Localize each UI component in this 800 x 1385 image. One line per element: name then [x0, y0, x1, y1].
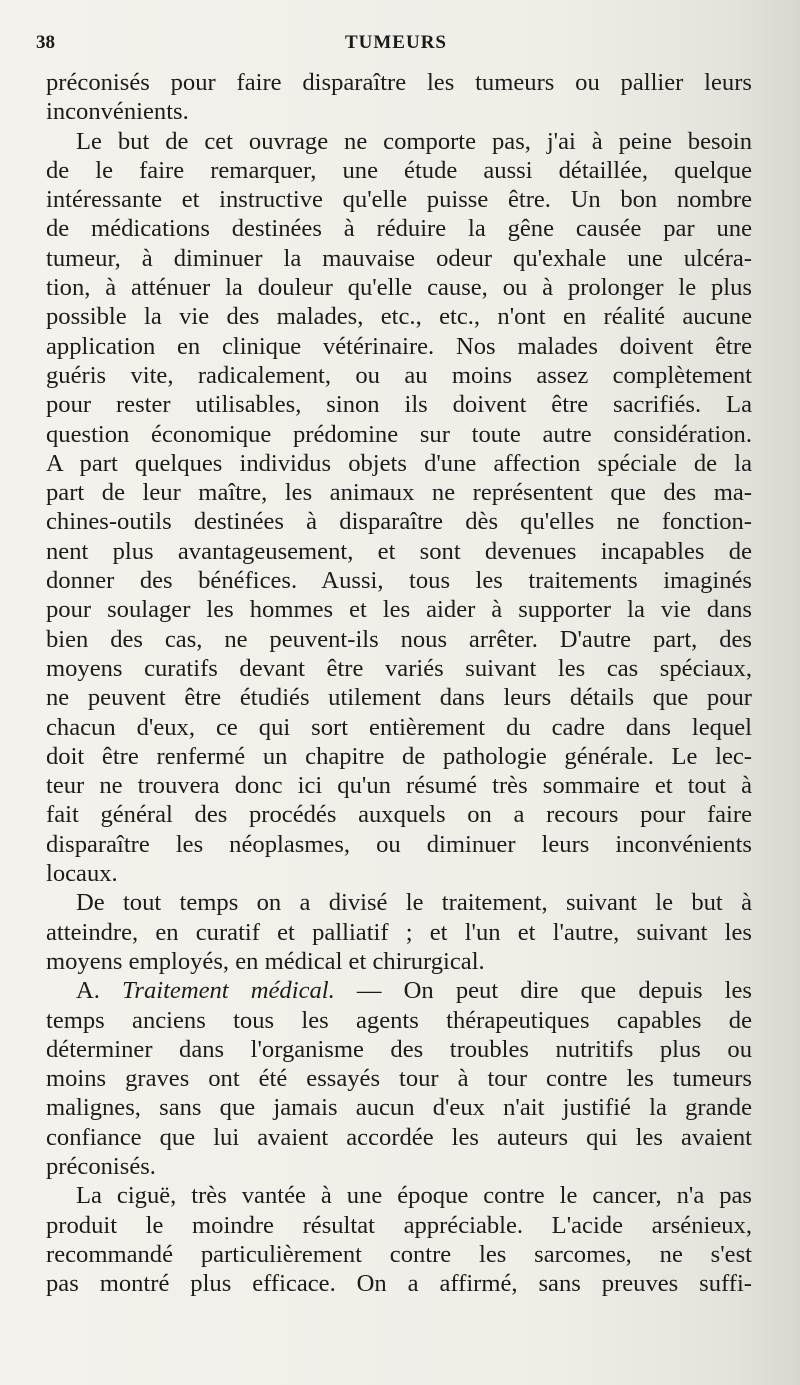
text-line: confiance que lui avaient accordée les auteurs qui les avaient — [46, 1123, 752, 1151]
text-line: doit être renfermé un chapitre de pathologie générale. Le lec- — [46, 742, 752, 770]
text-line: déterminer dans l'organisme des troubles nutritifs plus ou — [46, 1035, 752, 1063]
text-line: de médications destinées à réduire la gêne causée par une — [46, 215, 752, 243]
text-line: locaux. — [46, 860, 118, 888]
text-line: chacun d'eux, ce qui sort entièrement du cadre dans lequel — [46, 713, 752, 741]
text-line: moins graves ont été essayés tour à tour contre les tumeurs — [46, 1065, 752, 1093]
text-line: préconisés pour faire disparaître les tumeurs ou pallier leurs — [46, 69, 752, 96]
text-line: malignes, sans que jamais aucun d'eux n'ait justifié la grande — [46, 1094, 752, 1122]
text-line: fait général des procédés auxquels on a recours pour faire — [46, 801, 752, 829]
page-number: 38 — [36, 32, 55, 53]
text-line: tumeur, à diminuer la mauvaise odeur qu'exhale une ulcéra- — [46, 244, 752, 272]
text-line: recommandé particulièrement contre les sarcomes, ne s'est — [46, 1240, 752, 1268]
page-header — [36, 32, 756, 60]
text-line: préconisés. — [46, 1152, 156, 1180]
text-line: nent plus avantageusement, et sont devenues incapables de — [46, 537, 752, 565]
paragraph — [46, 888, 752, 976]
text-line: donner des bénéfices. Aussi, tous les traitements imaginés — [46, 567, 752, 595]
section-letter: A. — [76, 977, 123, 1005]
text-line: ne peuvent être étudiés utilement dans leurs détails que pour — [46, 684, 752, 712]
text-line: pour soulager les hommes et les aider à supporter la vie dans — [46, 596, 752, 624]
text-line: moyens employés, en médical et chirurgical. — [46, 947, 485, 975]
text-line: pas montré plus efficace. On a affirmé, sans preuves suffi- — [46, 1270, 752, 1298]
text-line: bien des cas, ne peuvent-ils nous arrêter. D'autre part, des — [46, 625, 752, 653]
text-line: La ciguë, très vantée à une époque contre le cancer, n'a pas — [76, 1182, 752, 1210]
text-line: teur ne trouvera donc ici qu'un résumé très sommaire et tout à — [46, 772, 752, 800]
text-line: produit le moindre résultat appréciable. L'acide arsénieux, — [46, 1211, 752, 1239]
running-head: TUMEURS — [344, 32, 447, 53]
paragraph — [46, 976, 752, 1181]
text-line: application en clinique vétérinaire. Nos malades doivent être — [46, 332, 752, 360]
paragraph — [46, 68, 752, 127]
text-line: question économique prédomine sur toute autre considération. — [46, 420, 752, 448]
text-line — [46, 976, 752, 1005]
text-line: moyens curatifs devant être variés suivant les cas spéciaux, — [46, 654, 752, 682]
text-line: part de leur maître, les animaux ne représentent que des ma- — [46, 479, 752, 507]
text-fragment: — On peut dire que depuis les — [334, 977, 752, 1005]
text-line: A part quelques individus objets d'une affection spéciale de la — [46, 449, 752, 477]
body-text — [46, 68, 752, 1298]
text-line: de le faire remarquer, une étude aussi détaillée, quelque — [46, 156, 752, 184]
text-line: tion, à atténuer la douleur qu'elle cause, ou à prolonger le plus — [46, 274, 752, 302]
text-line: inconvénients. — [46, 98, 189, 126]
text-line: temps anciens tous les agents thérapeutiques capables de — [46, 1006, 752, 1034]
text-line: possible la vie des malades, etc., etc., n'ont en réalité aucune — [46, 303, 752, 331]
text-line: disparaître les néoplasmes, ou diminuer leurs inconvénients — [46, 830, 752, 858]
paragraph — [46, 1181, 752, 1298]
text-line: De tout temps on a divisé le traitement, suivant le but à — [76, 889, 752, 917]
text-line: Le but de cet ouvrage ne comporte pas, j'ai à peine besoin — [76, 127, 752, 155]
text-line: guéris vite, radicalement, ou au moins assez complètement — [46, 361, 752, 389]
text-line: atteindre, en curatif et palliatif ; et l'un et l'autre, suivant les — [46, 918, 752, 946]
paragraph — [46, 127, 752, 889]
text-line: pour rester utilisables, sinon ils doivent être sacrifiés. La — [46, 391, 752, 419]
text-line: chines-outils destinées à disparaître dès qu'elles ne fonction- — [46, 508, 752, 536]
text-line: intéressante et instructive qu'elle puisse être. Un bon nombre — [46, 186, 752, 214]
section-heading: Traitement médical. — [122, 977, 335, 1005]
